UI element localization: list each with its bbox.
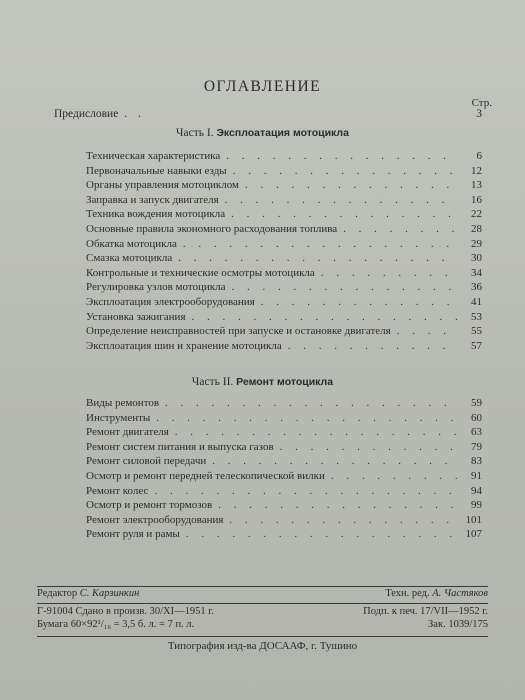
toc-entry-label: Эксплоатация электрооборудования bbox=[86, 295, 255, 308]
part-2-label: Часть II. bbox=[191, 376, 234, 388]
toc-entry bbox=[86, 499, 482, 514]
imprint-block bbox=[37, 588, 488, 601]
toc-entry-page: 63 bbox=[471, 426, 482, 439]
toc-entry-page: 22 bbox=[471, 208, 482, 221]
preface-label: Предисловие bbox=[54, 108, 119, 120]
toc-entry bbox=[86, 397, 482, 412]
toc-entry-label: Ремонт электрооборудования bbox=[86, 513, 224, 526]
part-1-entries bbox=[86, 150, 482, 354]
imprint-line-2-left: Г-91004 Сдано в произв. 30/XI—1951 г. bbox=[37, 606, 214, 617]
toc-entry-label: Эксплоатация шин и хранение мотоцикла bbox=[86, 339, 282, 352]
toc-entry bbox=[86, 165, 482, 180]
part-1-title: Эксплоатация мотоцикла bbox=[216, 127, 349, 139]
imprint-details bbox=[37, 606, 488, 632]
toc-entry-label: Техника вождения мотоцикла bbox=[86, 208, 226, 221]
toc-entry-label: Основные правила экономного расходования топлива bbox=[86, 222, 338, 235]
toc-entry-page: 30 bbox=[471, 252, 482, 265]
toc-entry-page: 99 bbox=[471, 499, 482, 512]
toc-entry-label: Ремонт руля и рамы bbox=[86, 528, 180, 541]
toc-entry bbox=[86, 325, 482, 340]
imprint-line-3-right: Зак. 1039/175 bbox=[428, 619, 488, 630]
toc-entry-leader bbox=[218, 499, 458, 511]
imprint-line-2 bbox=[37, 606, 488, 619]
toc-entry bbox=[86, 223, 482, 238]
imprint-line-3 bbox=[37, 619, 488, 632]
toc-entry bbox=[86, 311, 482, 326]
toc-entry-label: Ремонт силовой передачи bbox=[86, 455, 207, 468]
toc-entry bbox=[86, 426, 482, 441]
toc-entry-leader bbox=[165, 397, 458, 409]
part-1-label: Часть I. bbox=[176, 127, 214, 139]
toc-entry-page: 53 bbox=[471, 310, 482, 323]
part-2-heading bbox=[0, 376, 525, 388]
toc-entry bbox=[86, 455, 482, 470]
toc-entry-leader bbox=[156, 412, 458, 424]
toc-entry-page: 13 bbox=[471, 179, 482, 192]
toc-entry-leader bbox=[154, 485, 458, 497]
toc-entry-page: 94 bbox=[471, 484, 482, 497]
toc-entry-page: 107 bbox=[465, 528, 482, 541]
toc-entry-label: Установка зажигания bbox=[86, 310, 186, 323]
toc-entry bbox=[86, 514, 482, 529]
toc-entry-leader bbox=[183, 238, 458, 250]
toc-entry-label: Ремонт колес bbox=[86, 484, 149, 497]
toc-entry-label: Обкатка мотоцикла bbox=[86, 237, 177, 250]
toc-entry-page: 12 bbox=[471, 164, 482, 177]
toc-entry-leader bbox=[397, 325, 458, 337]
printer-line: Типография изд-ва ДОСААФ, г. Тушино bbox=[167, 640, 358, 652]
imprint-bottom-rule bbox=[37, 636, 488, 637]
toc-entry-leader bbox=[232, 281, 458, 293]
toc-entry-leader bbox=[178, 252, 458, 264]
toc-entry-label: Определение неисправностей при запуске и остановке двигателя bbox=[86, 325, 391, 338]
toc-entry bbox=[86, 238, 482, 253]
toc-entry bbox=[86, 281, 482, 296]
toc-entry-label: Инструменты bbox=[86, 411, 151, 424]
imprint-top-rule bbox=[37, 586, 488, 587]
toc-entry-page: 83 bbox=[471, 455, 482, 468]
tech-editor-name: А. Частяков bbox=[432, 588, 488, 599]
editor-label: Редактор bbox=[37, 588, 78, 599]
toc-entry-label: Техническая характеристика bbox=[86, 150, 221, 162]
toc-entry-page: 59 bbox=[471, 397, 482, 409]
preface-leader: . . bbox=[124, 108, 145, 120]
editor-name: С. Карзинкин bbox=[79, 588, 140, 599]
toc-entry-leader bbox=[233, 165, 458, 177]
toc-entry-label: Первоначальные навыки езды bbox=[86, 164, 227, 177]
toc-entry-leader bbox=[261, 296, 458, 308]
toc-entry-page: 101 bbox=[465, 513, 482, 526]
toc-entry bbox=[86, 485, 482, 500]
toc-title: ОГЛАВЛЕНИЕ bbox=[203, 78, 322, 95]
toc-entry-page: 60 bbox=[471, 411, 482, 424]
toc-entry-label: Осмотр и ремонт тормозов bbox=[86, 499, 213, 512]
toc-entry bbox=[86, 267, 482, 282]
tech-editor-label: Техн. ред. bbox=[385, 588, 430, 599]
toc-entry-label: Виды ремонтов bbox=[86, 397, 160, 409]
toc-entry-leader bbox=[225, 194, 458, 206]
toc-entry bbox=[86, 208, 482, 223]
toc-entry-leader bbox=[212, 455, 458, 467]
toc-entry-label: Органы управления мотоциклом bbox=[86, 179, 239, 192]
toc-entry-page: 79 bbox=[471, 440, 482, 453]
toc-entry-label: Контрольные и технические осмотры мотоцикла bbox=[86, 266, 315, 279]
imprint-mid-rule bbox=[37, 603, 488, 604]
toc-entry-label: Регулировка узлов мотоцикла bbox=[86, 281, 226, 294]
imprint-line-2-right: Подп. к печ. 17/VII—1952 г. bbox=[363, 606, 488, 617]
toc-entry-page: 41 bbox=[471, 295, 482, 308]
toc-entry-leader bbox=[331, 470, 458, 482]
toc-entry bbox=[86, 150, 482, 165]
toc-entry-page: 34 bbox=[471, 266, 482, 279]
toc-entry-page: 91 bbox=[471, 469, 482, 482]
toc-entry bbox=[86, 252, 482, 267]
toc-entry bbox=[86, 470, 482, 485]
preface-page: 3 bbox=[476, 108, 482, 120]
toc-entry-page: 6 bbox=[476, 150, 482, 162]
toc-entry-leader bbox=[229, 514, 458, 526]
toc-entry-label: Заправка и запуск двигателя bbox=[86, 193, 219, 206]
toc-entry-label: Ремонт двигателя bbox=[86, 426, 169, 439]
toc-entry-leader bbox=[186, 528, 458, 540]
toc-entry-label: Ремонт систем питания и выпуска газов bbox=[86, 440, 274, 453]
toc-entry-page: 57 bbox=[471, 339, 482, 352]
toc-entry bbox=[86, 296, 482, 311]
toc-entry-leader bbox=[231, 208, 458, 220]
toc-entry bbox=[86, 441, 482, 456]
toc-entry-label: Осмотр и ремонт передней телескопической вилки bbox=[86, 469, 325, 482]
imprint-editors bbox=[37, 588, 488, 601]
toc-entry-leader bbox=[226, 150, 458, 162]
preface-entry bbox=[54, 108, 482, 120]
toc-entry-page: 36 bbox=[471, 281, 482, 294]
toc-entry-page: 55 bbox=[471, 325, 482, 338]
page-column-header: Стр. bbox=[471, 97, 492, 109]
toc-entry-leader bbox=[245, 179, 458, 191]
toc-entry-leader bbox=[288, 340, 458, 352]
toc-entry-leader bbox=[175, 426, 458, 438]
imprint-line-3-left: Бумага 60×92¹/₁₆ = 3,5 б. л. = 7 п. л. bbox=[37, 619, 195, 630]
toc-entry bbox=[86, 528, 482, 543]
toc-entry bbox=[86, 412, 482, 427]
toc-entry-page: 16 bbox=[471, 193, 482, 206]
toc-entry bbox=[86, 194, 482, 209]
toc-entry bbox=[86, 340, 482, 355]
part-1-heading bbox=[0, 127, 525, 139]
toc-entry bbox=[86, 179, 482, 194]
toc-entry-leader bbox=[280, 441, 458, 453]
toc-entry-label: Смазка мотоцикла bbox=[86, 252, 173, 265]
toc-entry-page: 29 bbox=[471, 237, 482, 250]
toc-entry-leader bbox=[192, 311, 458, 323]
toc-entry-leader bbox=[321, 267, 458, 279]
part-2-title: Ремонт мотоцикла bbox=[236, 376, 334, 388]
part-2-entries bbox=[86, 397, 482, 543]
toc-entry-leader bbox=[343, 223, 458, 235]
toc-entry-page: 28 bbox=[471, 222, 482, 235]
